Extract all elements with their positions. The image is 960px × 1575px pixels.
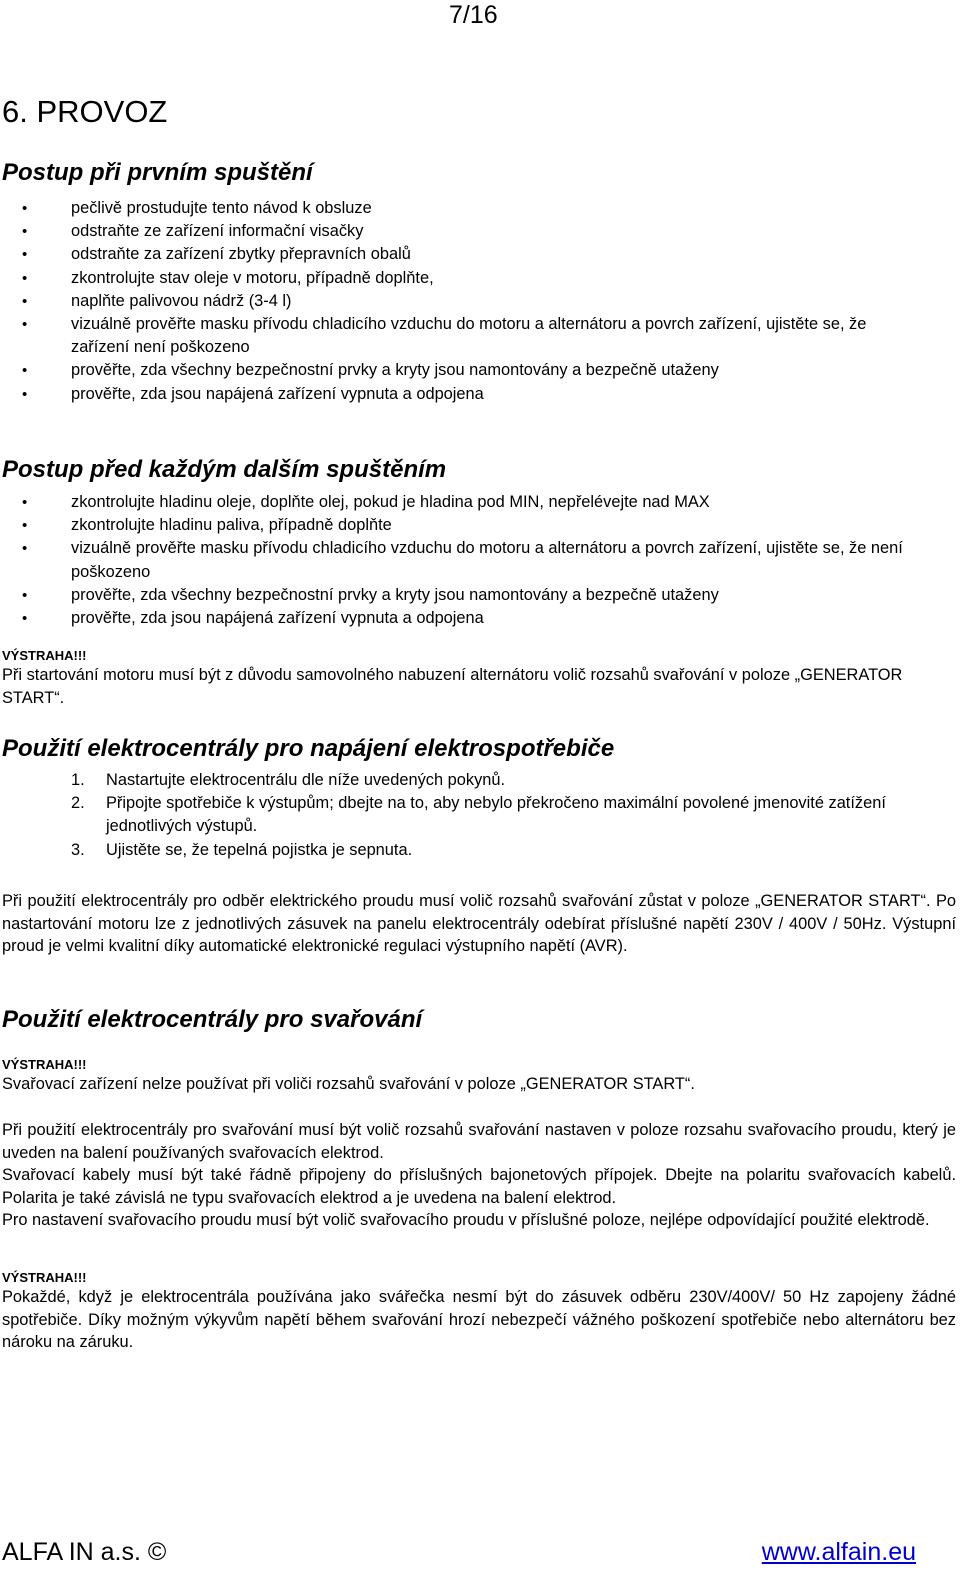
list-item: • pečlivě prostudujte tento návod k obsluze: [0, 197, 920, 220]
welding-paragraph-2: Svařovací kabely musí být také řádně připojeny do příslušných bajonetových přípojek. Dbejte na polaritu svařovacích kabelů. Polarita je také závislá ne typu svařovacích elektrod a je uvedena na balení elektrod.: [2, 1166, 956, 1207]
welding-paragraph-1: Při použití elektrocentrály pro svařování musí být volič rozsahů svařování nastaven v poloze rozsahu svařovacího proudu, který je uveden na balení používaných svařovacích elektrod.: [2, 1121, 956, 1162]
section-heading-power-use: Použití elektrocentrály pro napájení elektrospotřebiče: [2, 735, 615, 762]
list-item: • prověřte, zda jsou napájená zařízení vypnuta a odpojena: [0, 383, 920, 406]
page-number: 7/16: [449, 1, 498, 29]
warning-text: Pokaždé, když je elektrocentrála používána jako svářečka nesmí být do zásuvek odběru 230V/400V/ 50 Hz zapojeny žádné spotřebiče. Díky možným výkyvům napětí během svařování hrozí nebezpečí vážného poškození spotřebiče nebo alternátoru bez nároku na záruku.: [2, 1288, 956, 1352]
list-item: • zkontrolujte hladinu paliva, případně doplňte: [0, 514, 920, 537]
list-item: • zkontrolujte stav oleje v motoru, případně doplňte,: [0, 267, 920, 290]
step-text: Nastartujte elektrocentrálu dle níže uvedených pokynů.: [106, 771, 506, 789]
list-item: • vizuálně prověřte masku přívodu chladicího vzduchu do motoru a alternátoru a povrch zařízení, ujistěte se, že není poškozeno: [0, 537, 920, 583]
first-start-list: [0, 197, 920, 406]
welding-paragraph-3: Pro nastavení svařovacího proudu musí být volič svařovacího proudu v příslušné poloze, nejlépe odpovídající použité elektrodě.: [2, 1211, 930, 1229]
warning-label: VÝSTRAHA!!!: [2, 1057, 87, 1072]
list-item: • prověřte, zda všechny bezpečnostní prvky a kryty jsou namontovány a bezpečně utaženy: [0, 584, 920, 607]
step-text: Ujistěte se, že tepelná pojistka je sepnuta.: [106, 840, 413, 859]
step-number: 3.: [71, 840, 85, 859]
step-number: 2.: [71, 794, 85, 813]
list-item: • naplňte palivovou nádrž (3-4 l): [0, 290, 920, 313]
list-item: • zkontrolujte hladinu oleje, doplňte olej, pokud je hladina pod MIN, nepřelévejte nad MAX: [0, 491, 920, 514]
list-item: • prověřte, zda jsou napájená zařízení vypnuta a odpojena: [0, 607, 920, 630]
list-item: [0, 769, 900, 792]
list-item: • odstraňte ze zařízení informační visačky: [0, 220, 920, 243]
power-use-steps: [0, 769, 900, 862]
section-heading-first-start: Postup při prvním spuštění: [2, 159, 313, 186]
warning-label: VÝSTRAHA!!!: [2, 648, 87, 663]
list-item: [0, 792, 900, 838]
list-item: • prověřte, zda všechny bezpečnostní prvky a kryty jsou namontovány a bezpečně utaženy: [0, 359, 920, 382]
list-item: • odstraňte za zařízení zbytky přepravních obalů: [0, 243, 920, 266]
page-title: 6. PROVOZ: [2, 94, 168, 129]
warning-text: Svařovací zařízení nelze používat při voliči rozsahů svařování v poloze „GENERATOR START“.: [2, 1075, 695, 1093]
step-number: 1.: [71, 771, 85, 789]
footer-website-link[interactable]: www.alfain.eu: [761, 1538, 916, 1566]
power-use-paragraph: Při použití elektrocentrály pro odběr elektrického proudu musí volič rozsahů svařování zůstat v poloze „GENERATOR START“. Po nastartování motoru lze z jednotlivých zásuvek na panelu elektrocentrály odebírat příslušné napětí 230V / 400V / 50Hz. Výstupní proud je velmi kvalitní díky automatické elektronické regulaci výstupního napětí (AVR).: [2, 892, 956, 956]
list-item: [0, 839, 900, 862]
warning-label: VÝSTRAHA!!!: [2, 1270, 87, 1285]
warning-text: Při startování motoru musí být z důvodu samovolného nabuzení alternátoru volič rozsahů svařování v poloze „GENERATOR START“.: [2, 666, 903, 707]
step-text: Připojte spotřebiče k výstupům; dbejte na to, aby nebylo překročeno maximální povolené jmenovité zatížení jednotlivých výstupů.: [106, 794, 886, 836]
list-item: • vizuálně prověřte masku přívodu chladicího vzduchu do motoru a alternátoru a povrch zařízení, ujistěte se, že zařízení není poškozeno: [0, 313, 920, 359]
section-heading-welding-use: Použití elektrocentrály pro svařování: [2, 1006, 423, 1033]
next-start-list: [0, 491, 920, 630]
footer-company: ALFA IN a.s. ©: [2, 1538, 167, 1566]
section-heading-next-start: Postup před každým dalším spuštěním: [2, 456, 447, 483]
